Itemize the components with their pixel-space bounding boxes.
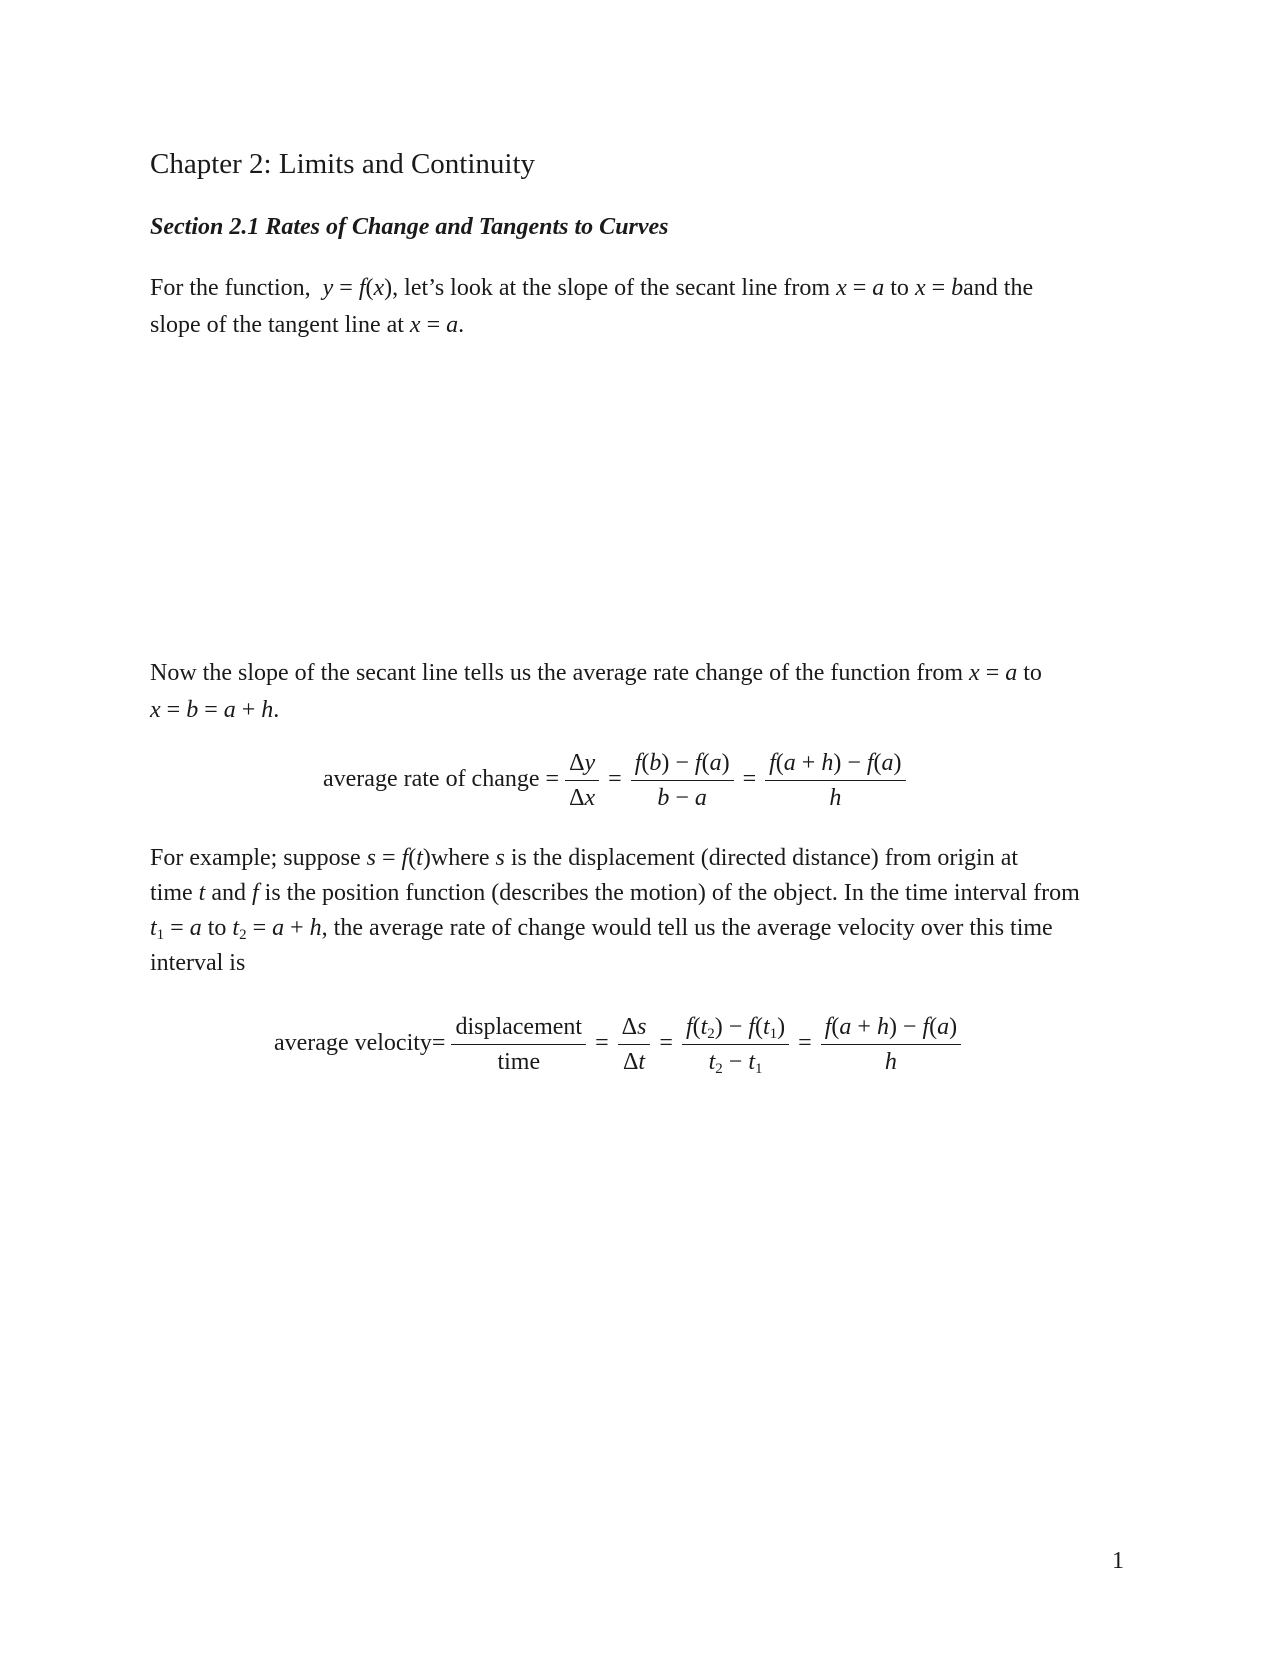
- fraction-ft2-ft1: $\frac{f(t_2) - f(t_1)}{t_2 - t_1}$: [682, 1010, 789, 1079]
- fraction-fah-fa: $\frac{f(a + h) - f(a)}{h}$: [765, 746, 905, 815]
- math-x-eq-a: x: [836, 275, 847, 301]
- example-line-3: $t_1 = a$ to $t_2 = a + h$, the average rate of change would tell us the average velocity over this time: [150, 915, 1053, 943]
- fraction-dy-dx: $\frac{\Delta y}{\Delta x}$: [565, 746, 599, 815]
- math-x-eq-b: x: [914, 275, 926, 301]
- example-line-2: time t and f is the position function (describes the motion) of the object. In the time interval from: [150, 880, 1080, 906]
- secant-line-2: x = b = a + h.: [150, 697, 280, 723]
- intro-paragraph: [150, 270, 1033, 344]
- math-x-eq-a-2: x: [409, 312, 421, 338]
- secant-line-1: Now the slope of the secant line tells us the average rate change of the function from x = a to: [150, 660, 1042, 686]
- fraction-ds-dt: $\frac{\Delta s}{\Delta t}$: [618, 1010, 651, 1079]
- section-title: Section 2.1 Rates of Change and Tangents to Curves: [150, 214, 669, 240]
- example-line-4: interval is: [150, 950, 246, 976]
- example-line-1: For example; suppose s = f(t)where s is the displacement (directed distance) from origin at: [150, 845, 1019, 871]
- example-paragraph: [150, 841, 1080, 981]
- average-rate-equation: average rate of change = $\frac{\Delta y}{\Delta x}$ = $\frac{f(b) - f(a)}{b - a}$ = $\frac{f(a + h) - f(a)}{h}$: [323, 746, 906, 815]
- chapter-title: Chapter 2: Limits and Continuity: [150, 148, 536, 180]
- secant-paragraph: [150, 655, 1042, 729]
- intro-line-2: slope of the tangent line at x = a.: [150, 312, 465, 338]
- intro-line-1: For the function, y = f(x), let’s look at the slope of the secant line from x = a to x = band the: [150, 275, 1034, 301]
- fraction-displacement-time: $\frac{\text{displacement}}{\text{time}}$: [451, 1010, 586, 1079]
- math-y-eq-fx: y: [322, 275, 334, 301]
- page-number: 1: [1112, 1548, 1124, 1574]
- average-velocity-equation: average velocity= $\frac{\text{displacement}}{\text{time}}$ = $\frac{\Delta s}{\Delta t}$ = $\frac{f(t_2) - f(t_1)}{t_2 - t_1}$ = $\frac{f(a + h) - f(a)}{h}$: [274, 1010, 961, 1079]
- fraction-fb-fa: $\frac{f(b) - f(a)}{b - a}$: [631, 746, 734, 815]
- fraction-fah-fa-2: $\frac{f(a + h) - f(a)}{h}$: [821, 1010, 961, 1079]
